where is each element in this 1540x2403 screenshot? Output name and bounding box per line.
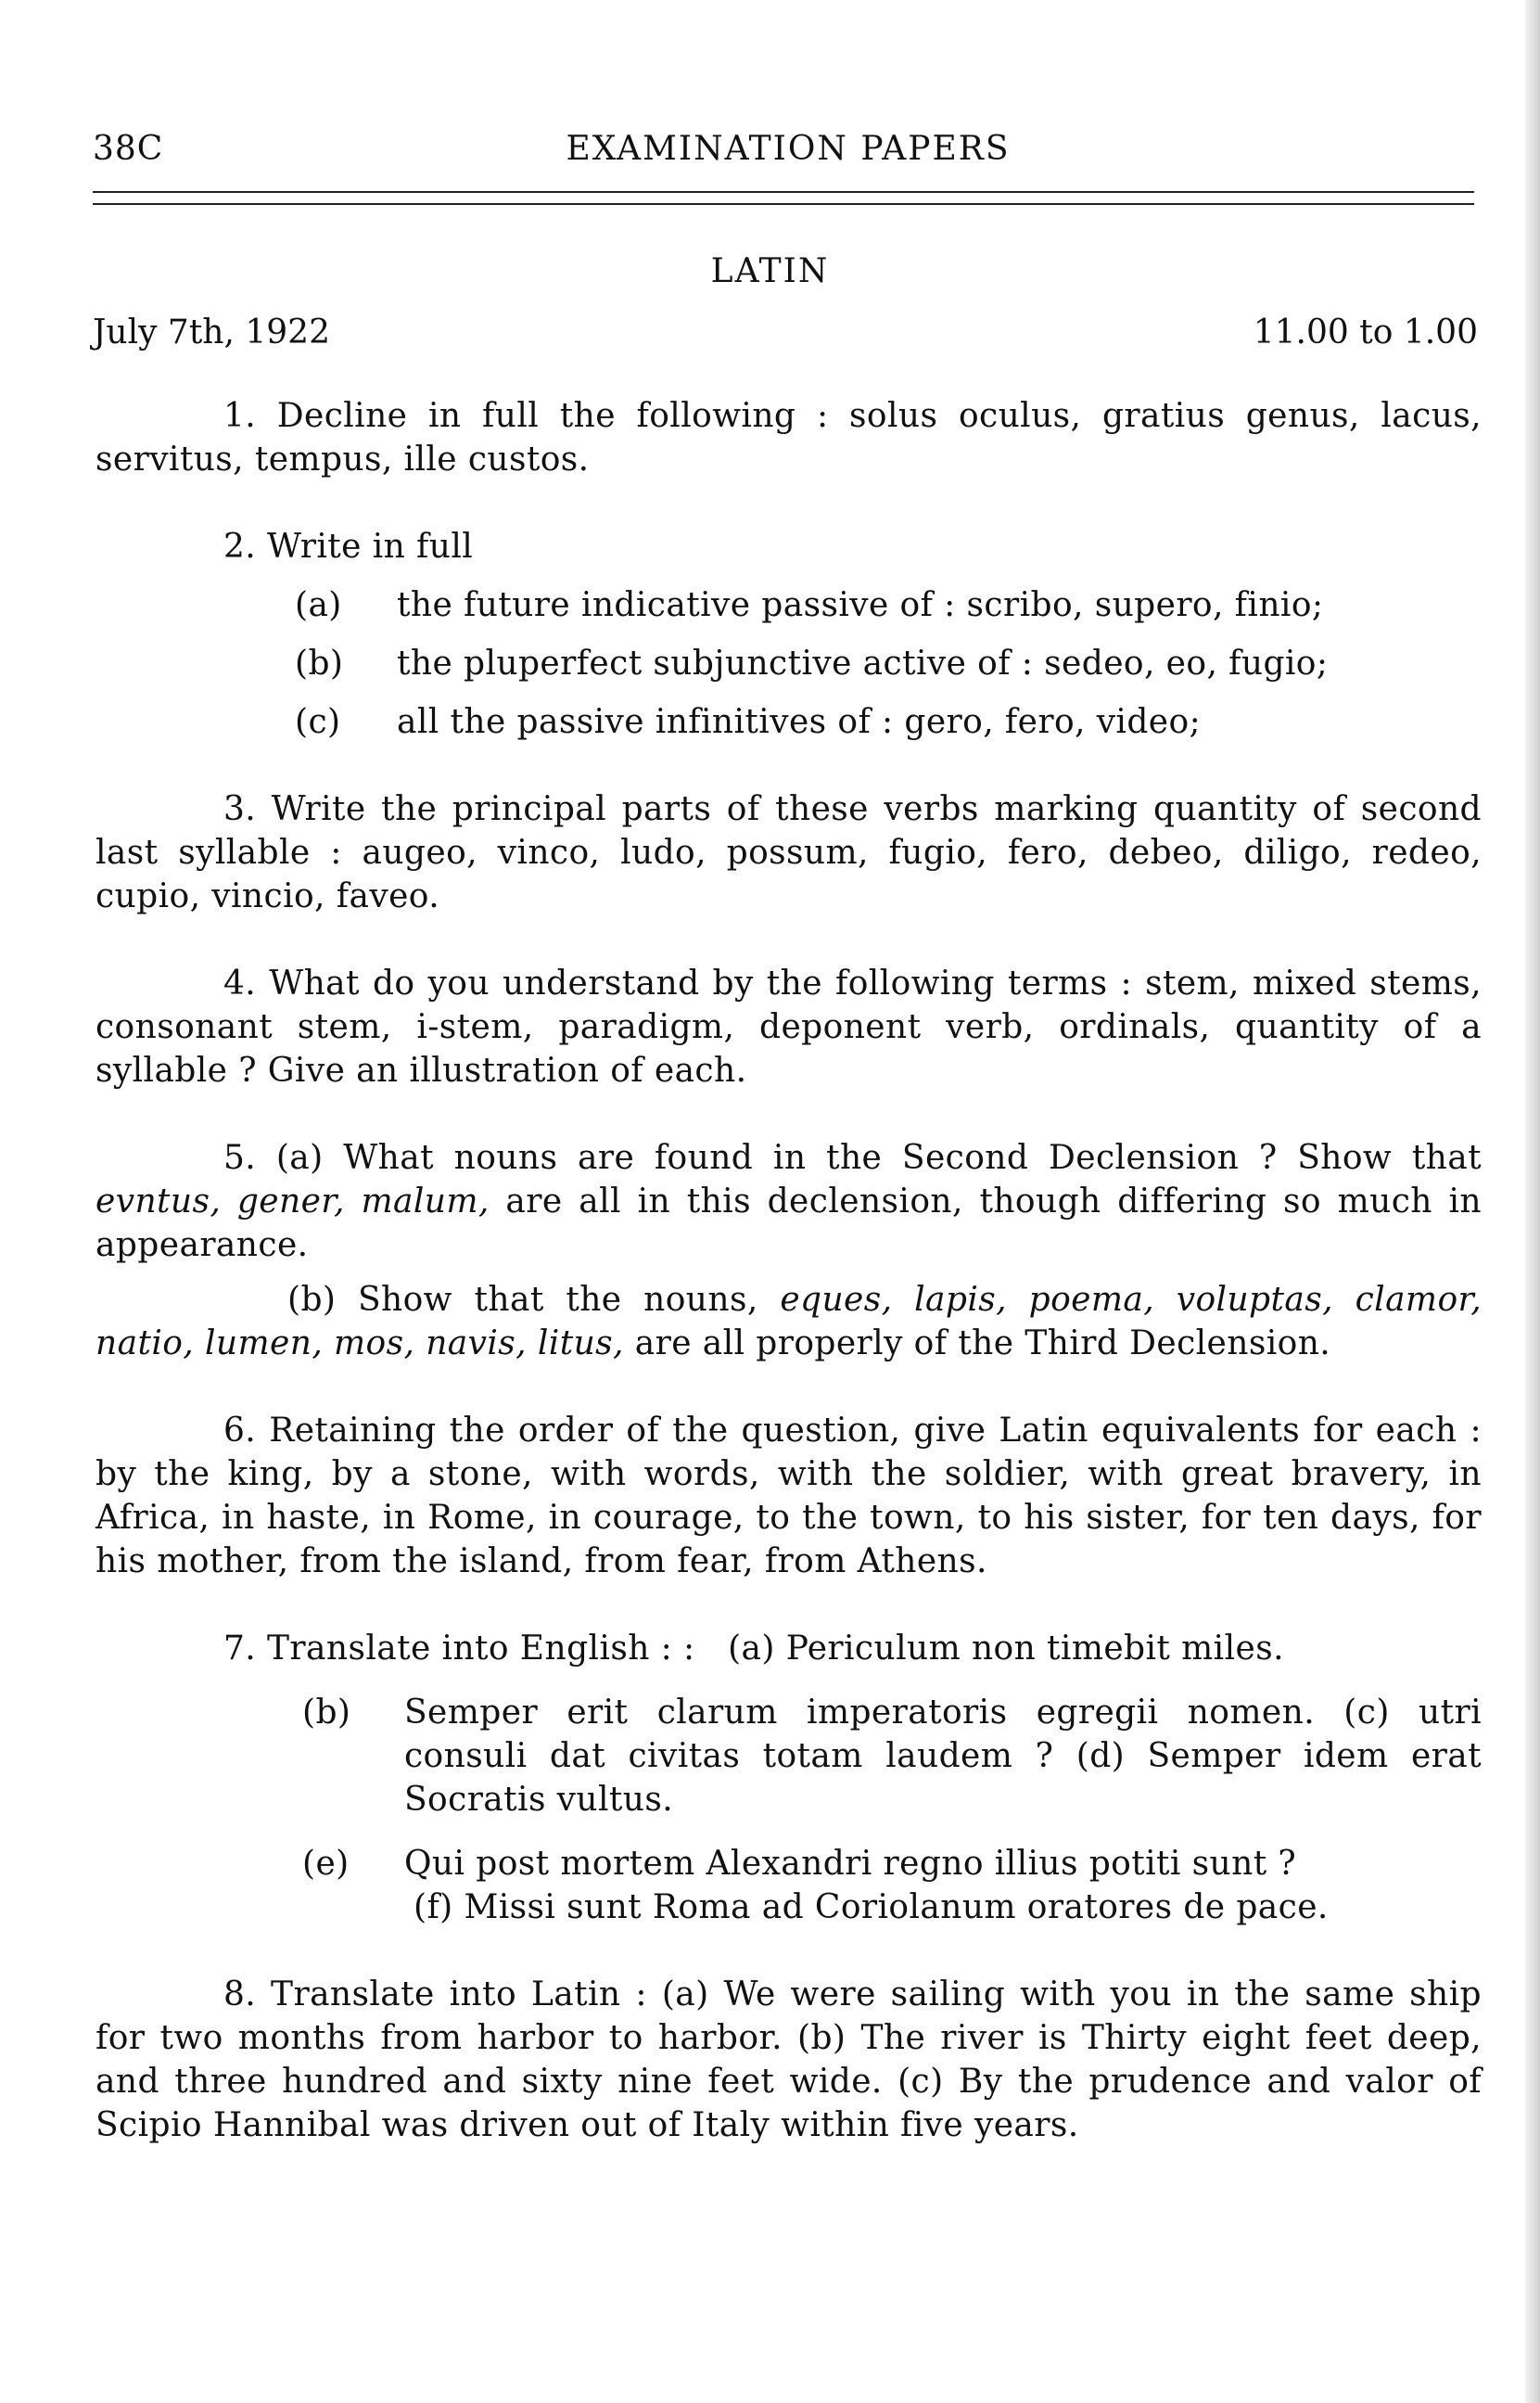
question-2-part-c [95, 700, 1482, 744]
part-label: (b) [302, 1694, 351, 1732]
header-rule-bottom [93, 203, 1474, 205]
subject-title: LATIN [710, 252, 830, 290]
part-label: (c) [295, 703, 341, 741]
latin-word: lumen, [205, 1324, 324, 1362]
latin-word: eques, [780, 1281, 893, 1319]
header-rule-top [93, 191, 1474, 193]
question-7-part-e [95, 1842, 1482, 1929]
part-label: (b) [295, 645, 344, 683]
page-spine-shadow [1525, 0, 1540, 2403]
part-line [302, 1842, 1482, 1885]
question-3: 3. Write the principal parts of these verbs marking quantity of second last syllable : augeo, vinco, ludo, possum, fugio, fero, debeo, diligo, redeo, cupio, vincio, faveo. [95, 790, 1482, 915]
part-text: the future indicative passive of : scribo, supero, finio; [397, 586, 1324, 624]
question-2-part-a [95, 583, 1482, 627]
running-title: EXAMINATION PAPERS [566, 130, 1011, 168]
question-2-part-b [95, 642, 1482, 685]
question-4: 4. What do you understand by the following terms : stem, mixed stems, consonant stem, i-stem, paradigm, deponent verb, ordinals, quantity of a syllable ? Give an illustration of each. [95, 965, 1482, 1090]
latin-word: clamor, [1355, 1281, 1483, 1319]
q5b-prefix: (b) Show that the nouns, [287, 1281, 758, 1319]
latin-word: voluptas, [1176, 1281, 1333, 1319]
page-header [93, 130, 1483, 176]
question-7-part-b [95, 1691, 1482, 1821]
question-2 [95, 525, 1482, 744]
question-2-intro: 2. Write in full [223, 528, 474, 566]
part-text: all the passive infinitives of : gero, fero, video; [397, 703, 1202, 741]
part-label: (e) [302, 1845, 350, 1883]
part-label: (a) [295, 586, 342, 624]
question-1: 1. Decline in full the following : solus oculus, gratius genus, lacus, servitus, tempus, ille custos. [95, 397, 1482, 479]
question-5-part-a [95, 1136, 1482, 1267]
question-5-part-b [95, 1278, 1482, 1365]
question-6: 6. Retaining the order of the question, give Latin equivalents for each : by the king, by a stone, with words, with the soldier, with great bravery, in Africa, in haste, in Rome, in courage, to the town, to his sister, for ten days, for his mother, from the island, from fear, from Athens. [95, 1412, 1482, 1580]
question-5 [95, 1136, 1482, 1365]
q5a-prefix: 5. (a) What nouns are found in the Second Declension ? Show that [223, 1139, 1482, 1177]
exam-time: 11.00 to 1.00 [1253, 313, 1478, 352]
question-8: 8. Translate into Latin : (a) We were sailing with you in the same ship for two months from harbor to harbor. (b) The river is Thirty eight feet deep, and three hundred and sixty nine feet wide. (c) By the prudence and valor of Scipio Hannibal was driven out of Italy within five years. [95, 1975, 1482, 2144]
latin-word: litus, [537, 1324, 624, 1362]
latin-word: malum, [361, 1182, 490, 1221]
question-7-intro-line [95, 1627, 1482, 1670]
part-line [302, 1691, 1482, 1821]
latin-word: lapis, [914, 1281, 1007, 1319]
latin-word: poema, [1028, 1281, 1155, 1319]
exam-date: July 7th, 1922 [93, 313, 330, 352]
latin-word: gener, [236, 1182, 345, 1221]
part-text: Semper erit clarum imperatoris egregii nomen. (c) utri consuli dat civitas totam laudem ? (d) Semper idem erat Socratis vultus. [404, 1694, 1482, 1819]
question-7 [95, 1627, 1482, 1929]
exam-questions [95, 394, 1482, 2191]
latin-word: navis, [426, 1324, 528, 1362]
q5a-suffix: are all in this declension, though differing so much in appearance. [95, 1182, 1483, 1264]
q5b-suffix: are all properly of the Third Declension. [634, 1324, 1331, 1362]
question-7-part-f: (f) Missi sunt Roma ad Coriolanum oratores de pace. [414, 1888, 1329, 1926]
part-text: the pluperfect subjunctive active of : sedeo, eo, fugio; [397, 645, 1329, 683]
latin-word: evntus, [95, 1182, 222, 1221]
question-7-part-a: (a) Periculum non timebit miles. [728, 1630, 1284, 1668]
part-text: Qui post mortem Alexandri regno illius potiti sunt ? [404, 1845, 1297, 1883]
question-7-intro: 7. Translate into English : : [223, 1630, 695, 1668]
latin-word: mos, [334, 1324, 415, 1362]
page-number: 38C [93, 130, 164, 168]
latin-word: natio, [95, 1324, 195, 1362]
